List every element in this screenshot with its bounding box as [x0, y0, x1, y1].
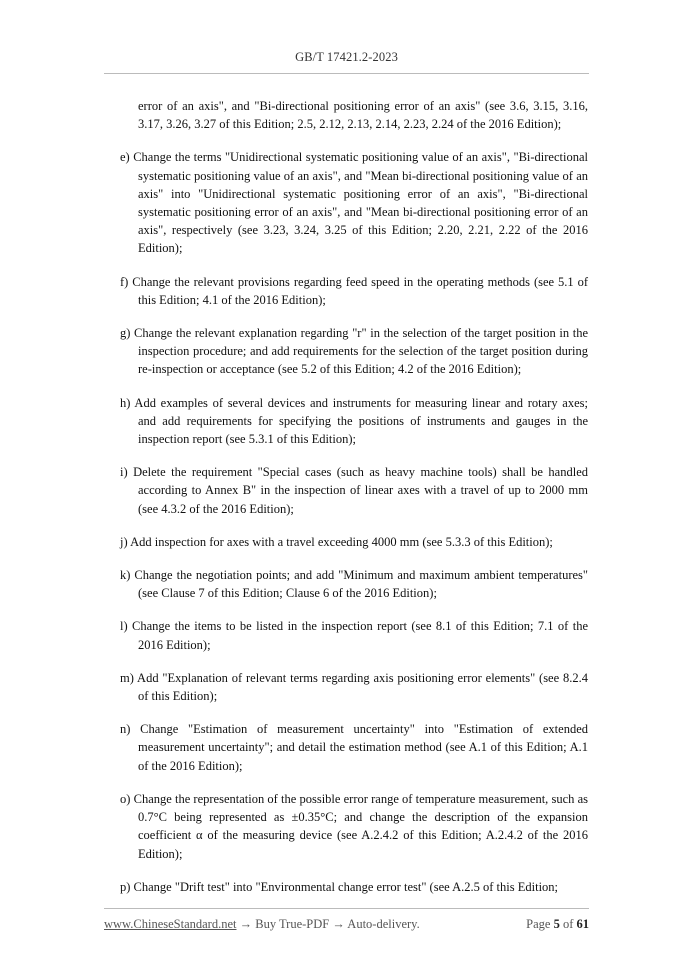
- chinesestandard-link[interactable]: www.ChineseStandard.net: [104, 917, 237, 931]
- header-divider: [104, 73, 589, 74]
- list-item-i: i) Delete the requirement "Special cases (such as heavy machine tools) shall be handled according to Annex B" in the inspection of linear axes with a travel of up to 2000 mm (see 4.3.2 of the 2016 Edition);: [120, 465, 588, 516]
- list-item-n: n) Change "Estimation of measurement uncertainty" into "Estimation of extended measurement uncertainty"; and detail the estimation method (see A.1 of this Edition; A.1 of the 2016 Edition);: [120, 722, 588, 773]
- document-header: GB/T 17421.2-2023: [295, 50, 398, 64]
- page-total: 61: [576, 917, 589, 931]
- list-item-j: j) Add inspection for axes with a travel exceeding 4000 mm (see 5.3.3 of this Edition);: [120, 534, 553, 549]
- list-item-f: f) Change the relevant provisions regarding feed speed in the operating methods (see 5.1 of this Edition; 4.1 of the 2016 Edition);: [120, 274, 588, 307]
- footer-promo-text: → Buy True-PDF → Auto-delivery.: [236, 917, 420, 931]
- list-item-m: m) Add "Explanation of relevant terms regarding axis positioning error elements" (see 8.2.4 of this Edition);: [120, 670, 588, 704]
- list-item-e: e) Change the terms "Unidirectional systematic positioning value of an axis", "Bi-directional systematic positioning value of an axis", and "Mean bi-directional positioning value of an axis" into "Unidirectional systematic positioning error of an axis", "Bi-directional systematic positioning error of an axis", and "Mean bi-directional positioning error of an axis", respectively (see 3.23, 3.24, 3.25 of this Edition; 2.20, 2.21, 2.22 of the 2016 Edition);: [120, 150, 588, 256]
- list-item-h: h) Add examples of several devices and instruments for measuring linear and rotary axes; and add requirements for specifying the positions of instruments and gauges in the inspection report (see 5.3.1 of this Edition);: [120, 395, 588, 447]
- document-body: [120, 97, 588, 911]
- list-item-o: o) Change the representation of the possible error range of temperature measurement, such as 0.7°C being represented as ±0.35°C; and change the description of the expansion coefficient α of the measuring device (see A.2.4.2 of this Edition; A.2.4.2 of the 2016 Edition);: [120, 791, 588, 861]
- footer-divider: [104, 908, 589, 909]
- list-item-p: p) Change "Drift test" into "Environmental change error test" (see A.2.5 of this Edition;: [120, 879, 559, 894]
- page-prefix: Page: [526, 917, 554, 931]
- page-indicator: [526, 917, 589, 932]
- list-item-l: l) Change the items to be listed in the inspection report (see 8.1 of this Edition; 7.1 of the 2016 Edition);: [120, 619, 588, 652]
- footer-promo: [104, 917, 420, 932]
- list-item-k: k) Change the negotiation points; and add "Minimum and maximum ambient temperatures" (see Clause 7 of this Edition; Clause 6 of the 2016 Edition);: [120, 568, 588, 601]
- page-of: of: [559, 917, 577, 931]
- page-number: 5: [553, 917, 560, 931]
- list-item-continuation: error of an axis", and "Bi-directional positioning error of an axis" (see 3.6, 3.15, 3.16, 3.17, 3.26, 3.27 of this Edition; 2.5, 2.12, 2.13, 2.14, 2.23, 2.24 of the 2016 Edition);: [138, 99, 588, 132]
- list-item-g: g) Change the relevant explanation regarding "r" in the selection of the target position in the inspection procedure; and add requirements for the selection of the target position during re-inspection or acceptance (see 5.2 of this Edition; 4.2 of the 2016 Edition);: [120, 326, 588, 377]
